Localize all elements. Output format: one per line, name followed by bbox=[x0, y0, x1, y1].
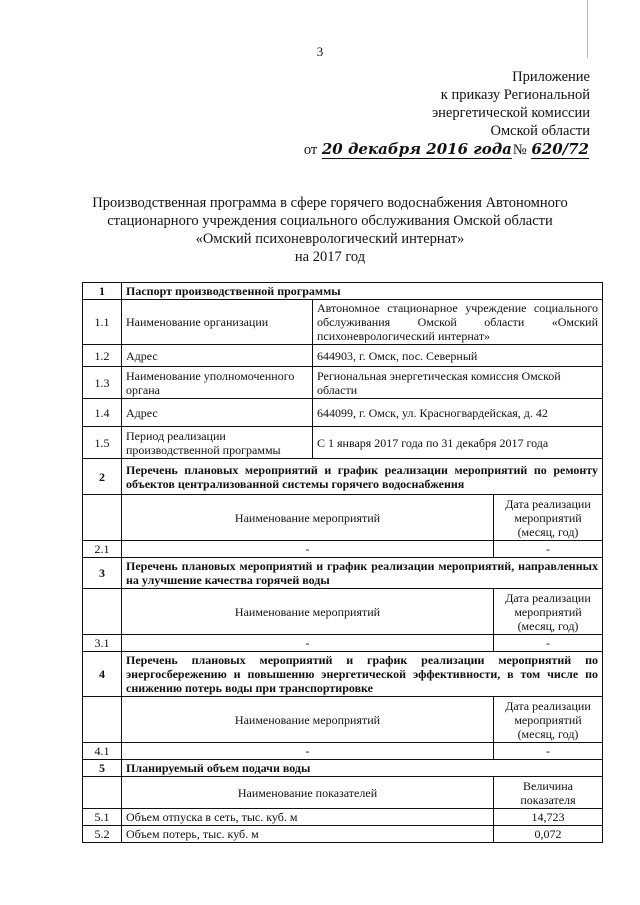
section-title: Паспорт производственной программы bbox=[122, 283, 603, 300]
production-program-table bbox=[82, 282, 603, 843]
title-line: Производственная программа в сфере горячего водоснабжения Автономного bbox=[92, 195, 568, 211]
row-label: Адрес bbox=[122, 345, 313, 367]
column-header-row bbox=[83, 589, 603, 635]
section-number: 2 bbox=[83, 459, 122, 495]
table-row bbox=[83, 635, 603, 652]
section-header bbox=[83, 558, 603, 589]
row-date: - bbox=[494, 541, 603, 558]
row-label: Период реализации производственной программы bbox=[122, 427, 313, 459]
row-value: С 1 января 2017 года по 31 декабря 2017 года bbox=[313, 427, 603, 459]
appendix-block bbox=[330, 68, 590, 140]
page-number: 3 bbox=[316, 44, 324, 59]
row-number: 4.1 bbox=[83, 743, 122, 760]
row-value: Автономное стационарное учреждение социального обслуживания Омской области «Омский психоневрологический интернат» bbox=[313, 300, 603, 345]
row-value: 644099, г. Омск, ул. Красногвардейская, д. 42 bbox=[313, 399, 603, 427]
table-row bbox=[83, 826, 603, 843]
section-title: Перечень плановых мероприятий и график реализации мероприятий по энергосбережению и повышению энергетической эффективности, в том числе по снижению потерь воды при транспортировке bbox=[122, 652, 603, 697]
table-row bbox=[83, 427, 603, 459]
column-header-value: Величина показателя bbox=[494, 777, 603, 809]
row-label: Объем отпуска в сеть, тыс. куб. м bbox=[122, 809, 494, 826]
row-label: Адрес bbox=[122, 399, 313, 427]
row-date: - bbox=[494, 743, 603, 760]
row-label: Наименование организации bbox=[122, 300, 313, 345]
table-row bbox=[83, 345, 603, 367]
row-number: 5.2 bbox=[83, 826, 122, 843]
number-prefix: № bbox=[512, 142, 527, 158]
row-number: 1.4 bbox=[83, 399, 122, 427]
table-row bbox=[83, 300, 603, 345]
title-line: «Омский психоневрологический интернат» bbox=[195, 231, 465, 247]
row-value: 14,723 bbox=[494, 809, 603, 826]
column-header-name: Наименование мероприятий bbox=[122, 697, 494, 743]
table-row bbox=[83, 399, 603, 427]
row-number: 1.3 bbox=[83, 367, 122, 399]
row-number: 1.2 bbox=[83, 345, 122, 367]
column-header-date: Дата реализации мероприятий (месяц, год) bbox=[494, 697, 603, 743]
row-label: Объем потерь, тыс. куб. м bbox=[122, 826, 494, 843]
section-title: Планируемый объем подачи воды bbox=[122, 760, 603, 777]
date-prefix: от bbox=[303, 142, 318, 158]
column-header-name: Наименование мероприятий bbox=[122, 495, 494, 541]
row-value: Региональная энергетическая комиссия Омской области bbox=[313, 367, 603, 399]
row-date: - bbox=[494, 635, 603, 652]
order-date-line bbox=[304, 140, 590, 159]
section-title: Перечень плановых мероприятий и график реализации мероприятий, направленных на улучшение качества горячей воды bbox=[122, 558, 603, 589]
row-number: 3.1 bbox=[83, 635, 122, 652]
row-name: - bbox=[122, 635, 494, 652]
document-title bbox=[60, 194, 600, 266]
section-header bbox=[83, 283, 603, 300]
row-value: 644903, г. Омск, пос. Северный bbox=[313, 345, 603, 367]
section-title: Перечень плановых мероприятий и график реализации мероприятий по ремонту объектов централизованной системы горячего водоснабжения bbox=[122, 459, 603, 495]
section-number: 1 bbox=[83, 283, 122, 300]
section-header bbox=[83, 459, 603, 495]
table-row bbox=[83, 743, 603, 760]
section-number: 3 bbox=[83, 558, 122, 589]
table-row bbox=[83, 367, 603, 399]
table-row bbox=[83, 541, 603, 558]
column-header-name: Наименование показателей bbox=[122, 777, 494, 809]
table-row bbox=[83, 809, 603, 826]
title-line: стационарного учреждения социального обслуживания Омской области bbox=[107, 213, 553, 229]
section-header bbox=[83, 652, 603, 697]
column-header-date: Дата реализации мероприятий (месяц, год) bbox=[494, 589, 603, 635]
row-number: 1.5 bbox=[83, 427, 122, 459]
section-number: 4 bbox=[83, 652, 122, 697]
row-value: 0,072 bbox=[494, 826, 603, 843]
column-header-row bbox=[83, 697, 603, 743]
column-header-name: Наименование мероприятий bbox=[122, 589, 494, 635]
row-name: - bbox=[122, 541, 494, 558]
column-header-row bbox=[83, 777, 603, 809]
appendix-line: Омской области bbox=[490, 123, 590, 139]
title-line: на 2017 год bbox=[294, 249, 366, 265]
handwritten-number: 620/72 bbox=[531, 140, 589, 158]
section-number: 5 bbox=[83, 760, 122, 777]
row-name: - bbox=[122, 743, 494, 760]
row-number: 2.1 bbox=[83, 541, 122, 558]
appendix-line: энергетической комиссии bbox=[431, 105, 590, 121]
row-number: 5.1 bbox=[83, 809, 122, 826]
column-header-date: Дата реализации мероприятий (месяц, год) bbox=[494, 495, 603, 541]
appendix-line: Приложение bbox=[512, 69, 590, 85]
row-label: Наименование уполномоченного органа bbox=[122, 367, 313, 399]
column-header-row bbox=[83, 495, 603, 541]
row-number: 1.1 bbox=[83, 300, 122, 345]
section-header bbox=[83, 760, 603, 777]
appendix-line: к приказу Региональной bbox=[440, 87, 590, 103]
handwritten-date: 20 декабря 2016 года bbox=[321, 140, 512, 158]
